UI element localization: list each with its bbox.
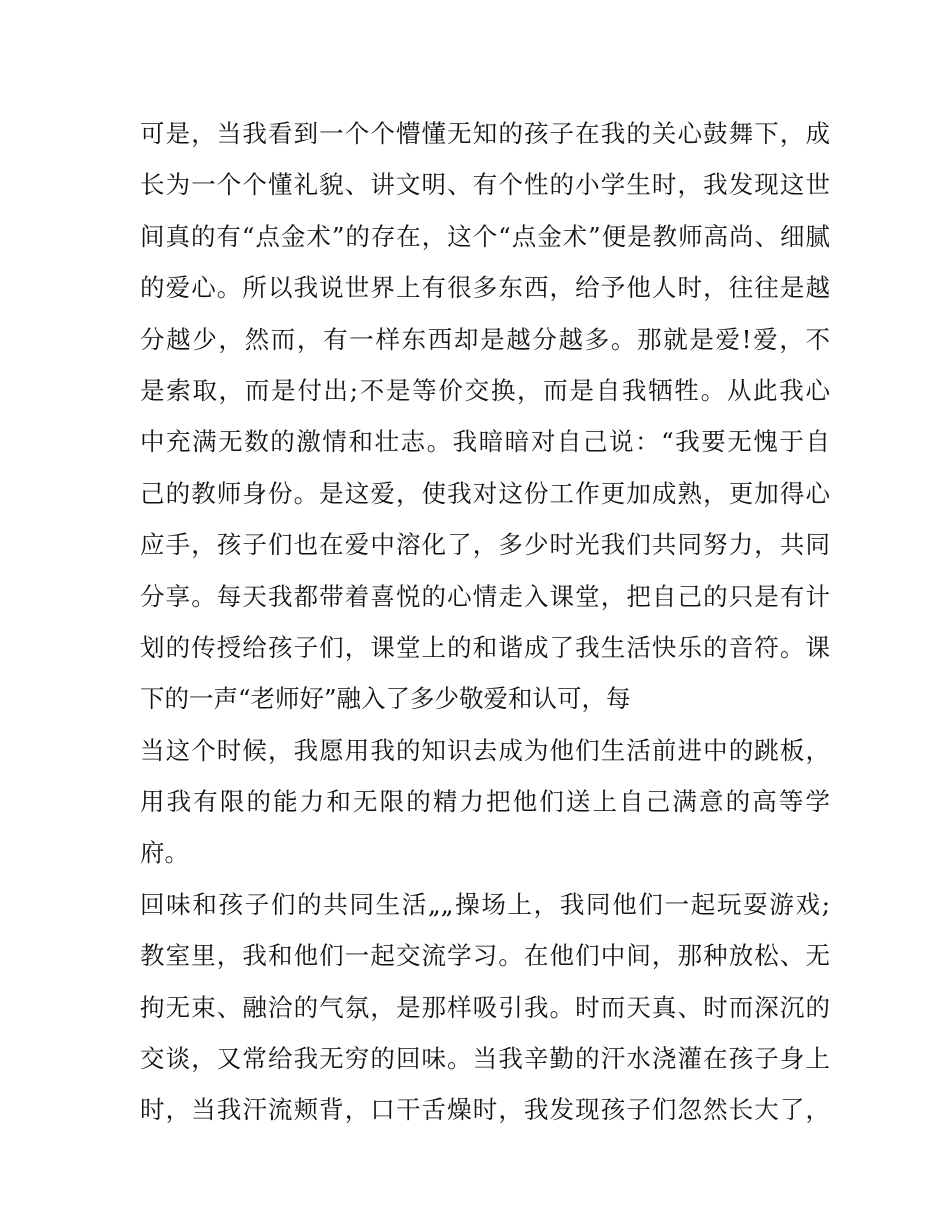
- body-text: [140, 108, 830, 1136]
- text-line: 拘无束、融洽的气氛，是那样吸引我。时而天真、时而深沉的: [140, 992, 830, 1022]
- text-line: 教室里，我和他们一起交流学习。在他们中间，那种放松、无: [140, 941, 830, 971]
- text-line: 时，当我汗流颊背，口干舌燥时，我发现孩子们忽然长大了，: [140, 1095, 830, 1125]
- text-line: 交谈，又常给我无穷的回味。当我辛勤的汗水浇灌在孩子身上: [140, 1044, 830, 1074]
- text-line: 己的教师身份。是这爱，使我对这份工作更加成熟，更加得心: [140, 478, 830, 508]
- text-line: 是索取，而是付出;不是等价交换，而是自我牺牲。从此我心: [140, 375, 830, 405]
- text-line: 间真的有“点金术”的存在，这个“点金术”便是教师高尚、细腻: [140, 221, 830, 251]
- text-line: 分越少，然而，有一样东西却是越分越多。那就是爱!爱，不: [140, 324, 830, 354]
- text-line: 回味和孩子们的共同生活„„操场上，我同他们一起玩耍游戏;: [140, 889, 830, 919]
- text-line: 可是，当我看到一个个懵懂无知的孩子在我的关心鼓舞下，成: [140, 119, 830, 148]
- text-line: 划的传授给孩子们，课堂上的和谐成了我生活快乐的音符。课: [140, 632, 830, 662]
- text-line: 用我有限的能力和无限的精力把他们送上自己满意的高等学: [140, 787, 830, 817]
- text-line: 的爱心。所以我说世界上有很多东西，给予他人时，往往是越: [140, 273, 830, 303]
- text-line: 中充满无数的激情和壮志。我暗暗对自己说：“我要无愧于自: [140, 427, 830, 457]
- text-line: 应手，孩子们也在爱中溶化了，多少时光我们共同努力，共同: [140, 530, 830, 560]
- text-line: 下的一声“老师好”融入了多少敬爱和认可，每: [140, 684, 631, 714]
- text-line: 府。: [140, 838, 189, 868]
- text-line: 当这个时候，我愿用我的知识去成为他们生活前进中的跳板，: [140, 735, 830, 765]
- text-line: 分享。每天我都带着喜悦的心情走入课堂，把自己的只是有计: [140, 581, 830, 611]
- text-line: 长为一个个懂礼貌、讲文明、有个性的小学生时，我发现这世: [140, 170, 830, 200]
